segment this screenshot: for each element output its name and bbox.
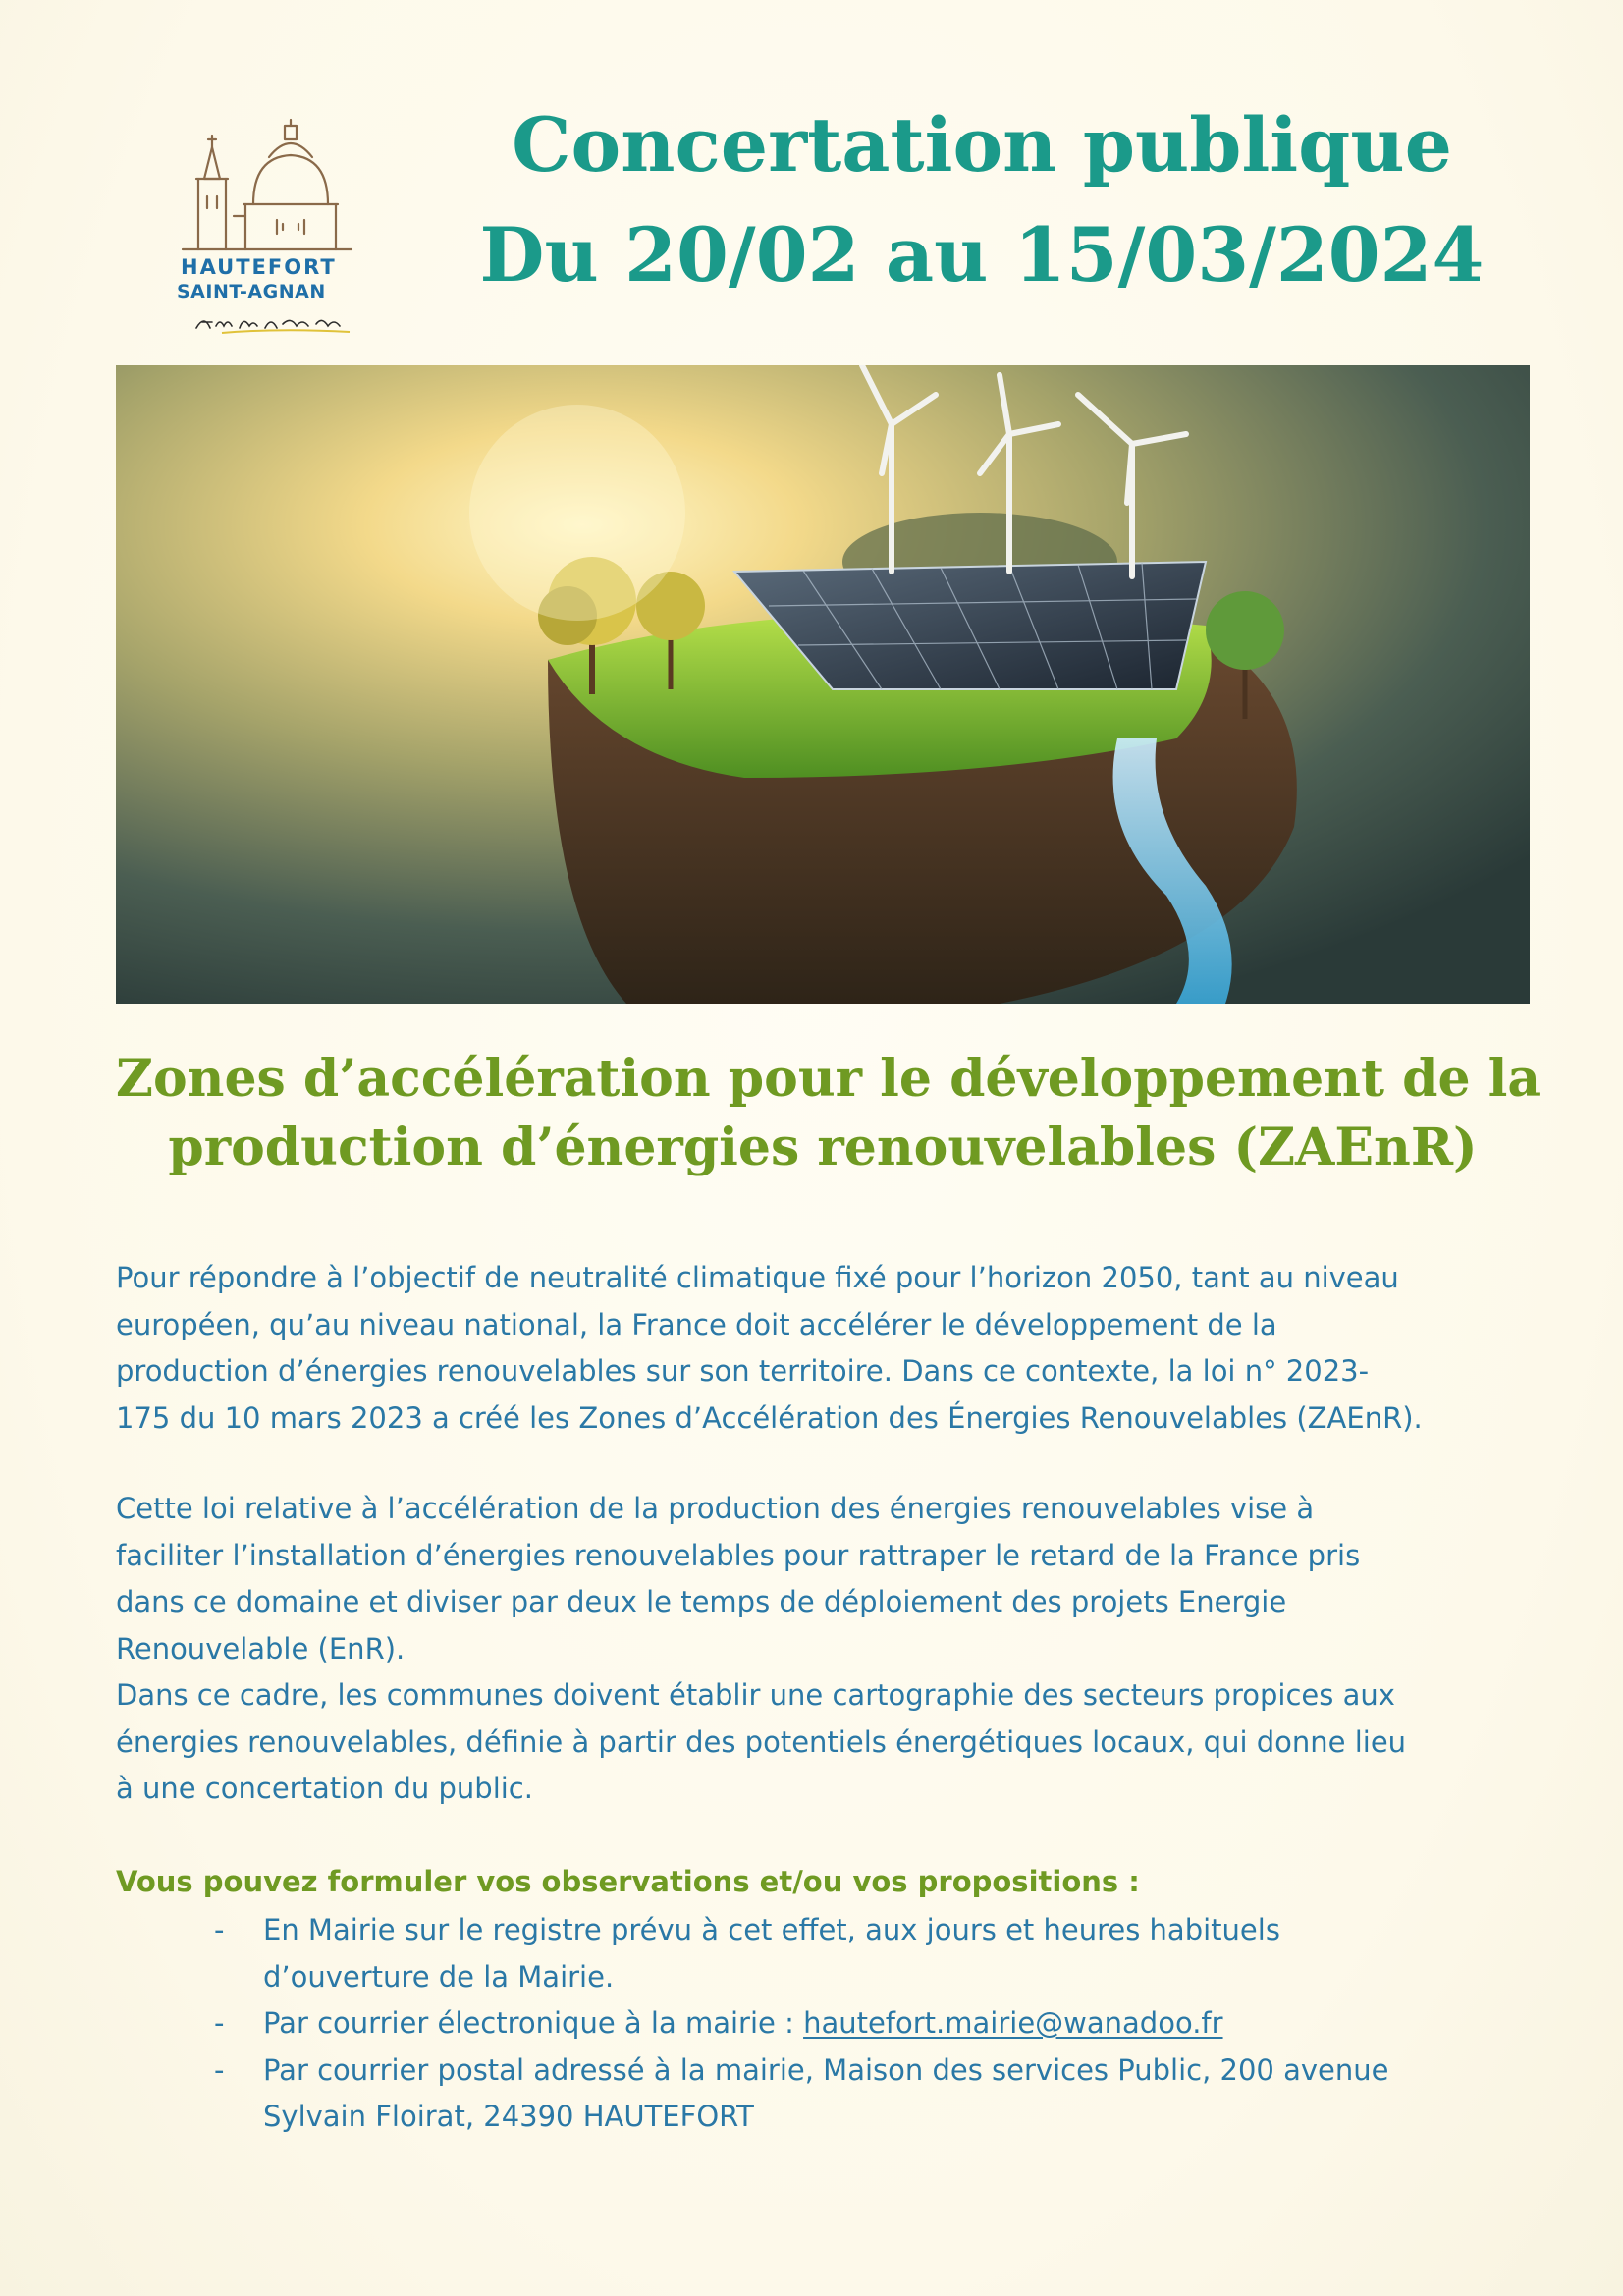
- hautefort-logo: [175, 118, 361, 336]
- list-item: [206, 1907, 1532, 2000]
- option-line: En Mairie sur le registre prévu à cet effet, aux jours et heures habituels: [263, 1913, 1280, 1946]
- logo-signature-icon: [192, 310, 359, 336]
- paragraph-law: [116, 1486, 1530, 1672]
- dash-bullet: -: [214, 2052, 225, 2087]
- chateau-logo-icon: [175, 118, 361, 255]
- subtitle-line-1: Zones d’accélération pour le développement de la: [116, 1049, 1542, 1109]
- paragraph-line: énergies renouvelables, définie à partir des potentiels énergétiques locaux, qui donne lieu: [116, 1724, 1407, 1759]
- paragraph-line: Dans ce cadre, les communes doivent établir une cartographie des secteurs propices aux: [116, 1678, 1395, 1712]
- logo-line-saint-agnan: SAINT-AGNAN: [177, 281, 326, 302]
- page-title: [422, 90, 1542, 310]
- option-line: [263, 2000, 1532, 2048]
- email-prefix: Par courrier électronique à la mairie :: [263, 2006, 804, 2040]
- paragraph-context: [116, 1255, 1530, 1442]
- paragraph-line: faciliter l’installation d’énergies renouvelables pour rattraper le retard de la France pris: [116, 1538, 1361, 1572]
- paragraph-line: européen, qu’au niveau national, la France doit accélérer le développement de la: [116, 1307, 1277, 1341]
- logo-line-hautefort: HAUTEFORT: [181, 255, 337, 279]
- option-line: Sylvain Floirat, 24390 HAUTEFORT: [263, 2100, 754, 2133]
- hero-illustration: [116, 365, 1530, 1004]
- title-line-1: Concertation publique: [512, 101, 1452, 189]
- title-line-2: Du 20/02 au 15/03/2024: [479, 211, 1485, 299]
- paragraph-communes: [116, 1672, 1530, 1813]
- dash-bullet: -: [214, 1913, 225, 1946]
- paragraph-line: dans ce domaine et diviser par deux le temps de déploiement des projets Energie: [116, 1585, 1287, 1618]
- paragraph-line: Pour répondre à l’objectif de neutralité climatique fixé pour l’horizon 2050, tant au niveau: [116, 1261, 1399, 1294]
- section-subtitle: [116, 1045, 1542, 1182]
- call-to-action-heading: Vous pouvez formuler vos observations et/ou vos propositions :: [116, 1865, 1140, 1898]
- paragraph-line: production d’énergies renouvelables sur son territoire. Dans ce contexte, la loi n° 2023-: [116, 1354, 1370, 1388]
- paragraph-line: à une concertation du public.: [116, 1772, 533, 1805]
- list-item: [206, 2000, 1532, 2048]
- paragraph-line: Renouvelable (EnR).: [116, 1631, 406, 1666]
- paragraph-line: 175 du 10 mars 2023 a créé les Zones d’Accélération des Énergies Renouvelables (ZAEnR).: [116, 1400, 1423, 1435]
- renewable-energy-island-image: [116, 365, 1530, 1004]
- option-line: d’ouverture de la Mairie.: [263, 1959, 615, 1994]
- subtitle-line-2: production d’énergies renouvelables (ZAEnR): [168, 1118, 1478, 1177]
- submission-options-list: [206, 1907, 1532, 2141]
- paragraph-line: Cette loi relative à l’accélération de la production des énergies renouvelables vise à: [116, 1492, 1315, 1525]
- dash-bullet: -: [214, 2006, 225, 2040]
- option-line: Par courrier postal adressé à la mairie, Maison des services Public, 200 avenue: [263, 2052, 1389, 2087]
- list-item: [206, 2048, 1532, 2141]
- email-link[interactable]: hautefort.mairie@wanadoo.fr: [803, 2006, 1223, 2040]
